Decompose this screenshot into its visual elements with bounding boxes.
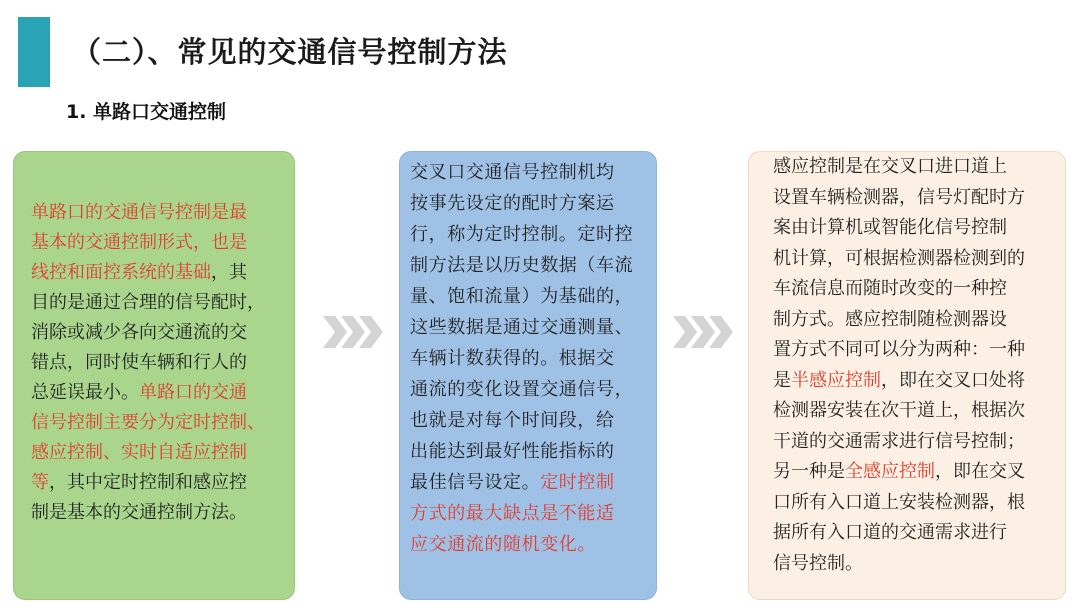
text-line xyxy=(773,335,1025,366)
highlight-text: 单路口的交通 xyxy=(139,382,247,403)
text-line xyxy=(773,274,1007,305)
card-fixed-time-control xyxy=(399,151,657,600)
body-text: 置方式不同可以分为两种：一种 xyxy=(773,339,1025,360)
text-line xyxy=(410,405,615,436)
text-line xyxy=(773,427,1025,458)
text-line xyxy=(773,213,1007,244)
text-line xyxy=(410,188,615,219)
body-text: 另一种是 xyxy=(773,461,845,482)
page-title: （二）、常见的交通信号控制方法 xyxy=(72,35,508,69)
text-line xyxy=(773,549,863,580)
body-text: 机计算，可根据检测器检测到的 xyxy=(773,247,1025,269)
text-line xyxy=(773,305,1007,336)
body-text: 交叉口交通信号控制机均 xyxy=(410,162,615,183)
body-text: 车流信息而随时改变的一种控 xyxy=(773,278,1007,299)
text-line xyxy=(773,488,1025,519)
body-text: 也就是对每个时间段，给 xyxy=(410,410,615,431)
text-line xyxy=(410,436,615,467)
body-text: 这些数据是通过交通测量、 xyxy=(410,317,634,338)
body-text: ，其 xyxy=(211,262,247,283)
text-line xyxy=(31,288,265,318)
highlight-text: 半感应控制 xyxy=(791,369,881,391)
highlight-text: 感应控制、实时自适应控制 xyxy=(31,442,247,463)
body-text: ，即在交叉 xyxy=(935,461,1025,482)
body-text: 制方法是以历史数据（车流 xyxy=(410,255,634,276)
text-line xyxy=(410,312,633,343)
body-text: 检测器安装在次干道上，根据次 xyxy=(773,400,1025,421)
highlight-text: 基本的交通控制形式，也是 xyxy=(31,232,247,253)
text-line xyxy=(410,281,633,312)
text-line xyxy=(410,529,596,560)
body-text: 错点，同时使车辆和行人的 xyxy=(31,352,247,373)
text-line xyxy=(31,318,247,348)
text-line xyxy=(773,518,1007,549)
body-text: 最佳信号设定。 xyxy=(410,472,541,493)
body-text: 通流的变化设置交通信号， xyxy=(410,379,634,400)
text-line xyxy=(31,408,265,438)
triple-chevron-right-icon xyxy=(321,312,385,352)
body-text: 消除或减少各向交通流的交 xyxy=(31,322,247,343)
body-text: 制方式。感应控制随检测器设 xyxy=(773,308,1007,330)
highlight-text: 等 xyxy=(31,472,49,493)
triple-chevron-right-icon xyxy=(671,312,735,352)
body-text: ，即在交叉口处将 xyxy=(881,369,1025,391)
text-line xyxy=(410,157,615,188)
body-text: 按事先设定的配时方案运 xyxy=(410,193,615,214)
body-text: 是 xyxy=(773,369,791,391)
body-text: 案由计算机或智能化信号控制 xyxy=(773,217,1007,238)
body-text: 据所有入口道的交通需求进行 xyxy=(773,522,1007,543)
text-line xyxy=(31,348,247,378)
card-single-intersection-control xyxy=(13,151,295,600)
highlight-text: 全感应控制 xyxy=(845,461,935,482)
text-line xyxy=(31,468,247,498)
text-line xyxy=(410,250,633,281)
body-text: 信号控制。 xyxy=(773,552,863,574)
body-text: 目的是通过合理的信号配时， xyxy=(31,292,265,313)
body-text: 行，称为定时控制。定时控 xyxy=(410,224,634,245)
text-line xyxy=(31,378,247,408)
text-line xyxy=(773,396,1025,427)
text-line xyxy=(410,467,615,498)
body-text: 量、饱和流量）为基础的， xyxy=(410,286,634,307)
body-text: 设置车辆检测器，信号灯配时方 xyxy=(773,186,1025,208)
body-text: 口所有入口道上安装检测器，根 xyxy=(773,491,1025,513)
body-text: 出能达到最好性能指标的 xyxy=(410,441,615,462)
text-line xyxy=(31,198,247,228)
text-line xyxy=(773,244,1025,275)
highlight-text: 线控和面控系统的基础 xyxy=(31,262,211,283)
text-line xyxy=(31,258,247,288)
text-line xyxy=(410,343,615,374)
highlight-text: 方式的最大缺点是不能适 xyxy=(410,503,615,524)
text-line xyxy=(410,374,633,405)
body-text: ，其中定时控制和感应控 xyxy=(49,472,247,493)
body-text: 干道的交通需求进行信号控制； xyxy=(773,430,1025,452)
text-line xyxy=(31,498,247,528)
text-line xyxy=(31,228,247,258)
body-text: 车辆计数获得的。根据交 xyxy=(410,348,615,369)
highlight-text: 定时控制 xyxy=(540,472,615,493)
text-line xyxy=(773,457,1025,488)
highlight-text: 应交通流的随机变化。 xyxy=(410,534,596,555)
text-line xyxy=(773,366,1025,397)
highlight-text: 信号控制主要分为定时控制、 xyxy=(31,412,265,433)
card-actuated-control xyxy=(748,151,1066,600)
highlight-text: 单路口的交通信号控制是最 xyxy=(31,202,247,223)
body-text: 感应控制是在交叉口进口道上 xyxy=(773,156,1007,177)
text-line xyxy=(773,183,1025,214)
text-line xyxy=(31,438,247,468)
text-line xyxy=(773,152,1007,183)
title-accent-bar xyxy=(18,17,50,87)
section-subtitle: 1. 单路口交通控制 xyxy=(66,101,227,123)
body-text: 制是基本的交通控制方法。 xyxy=(31,502,247,523)
text-line xyxy=(410,219,633,250)
text-line xyxy=(410,498,615,529)
body-text: 总延误最小。 xyxy=(31,382,139,403)
